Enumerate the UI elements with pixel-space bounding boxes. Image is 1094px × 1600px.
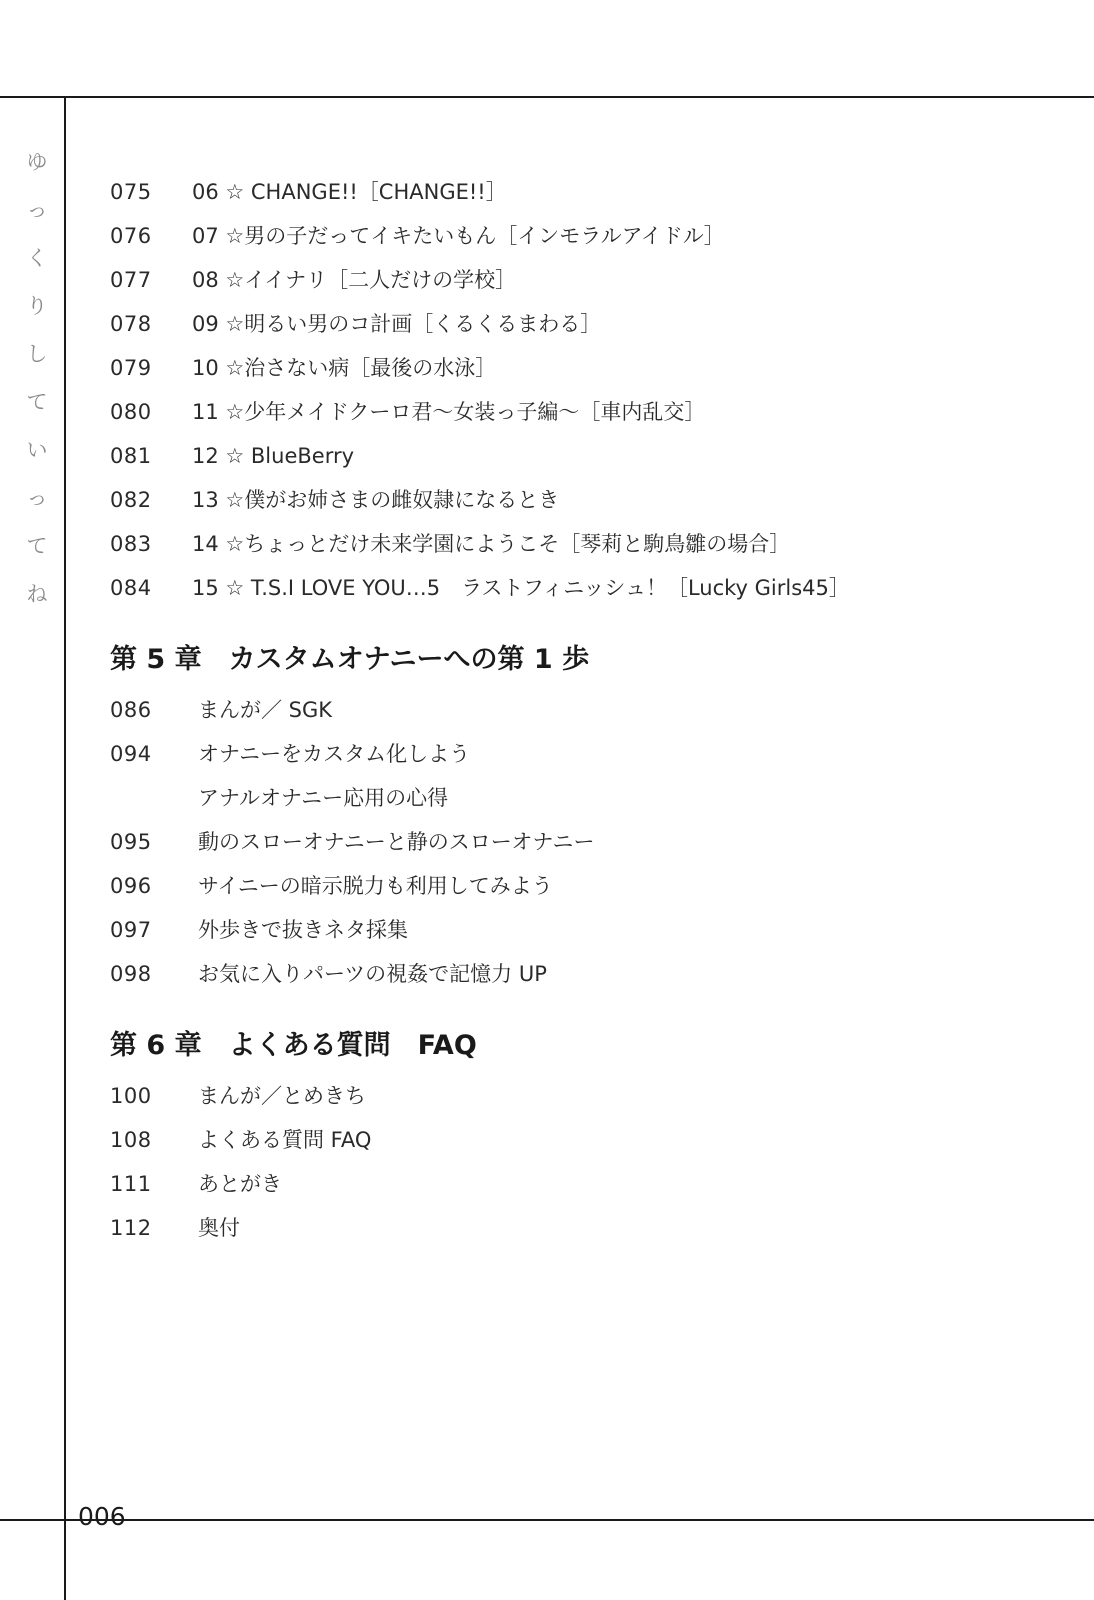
toc-title: 11 ☆少年メイドクーロ君〜女装っ子編〜［車内乱交］ (192, 400, 706, 424)
toc-entry (110, 214, 1050, 258)
toc-page-number: 081 (110, 444, 152, 468)
side-char: て (26, 534, 48, 558)
side-char: っ (26, 198, 48, 222)
toc-page-number: 112 (110, 1216, 152, 1240)
toc-entry (110, 688, 1050, 732)
side-char: っ (26, 486, 48, 510)
toc-title: 07 ☆男の子だってイキたいもん［インモラルアイドル］ (192, 224, 725, 248)
toc-entry (110, 302, 1050, 346)
toc-entry (110, 776, 1050, 820)
table-of-contents (110, 170, 1050, 1250)
toc-title: 13 ☆僕がお姉さまの雌奴隷になるとき (192, 488, 560, 512)
toc-entry (110, 566, 1050, 610)
toc-page-number: 084 (110, 576, 152, 600)
toc-page-number: 083 (110, 532, 152, 556)
toc-title: あとがき (198, 1172, 282, 1196)
toc-entry (110, 820, 1050, 864)
toc-entry (110, 1074, 1050, 1118)
toc-entry (110, 1118, 1050, 1162)
toc-title: お気に入りパーツの視姦で記憶力 UP (198, 962, 547, 986)
side-char: ゆ (26, 150, 48, 174)
toc-title: アナルオナニー応用の心得 (198, 786, 449, 810)
toc-page-number: 094 (110, 742, 152, 766)
toc-entry (110, 908, 1050, 952)
toc-page-number: 086 (110, 698, 152, 722)
toc-entry (110, 952, 1050, 996)
bottom-rule (0, 1519, 1094, 1521)
toc-page-number: 075 (110, 180, 152, 204)
margin-rule (64, 96, 66, 1600)
toc-page-number: 108 (110, 1128, 152, 1152)
toc-page-number: 078 (110, 312, 152, 336)
toc-entry (110, 346, 1050, 390)
side-char: い (26, 438, 48, 462)
toc-title: 10 ☆治さない病［最後の水泳］ (192, 356, 497, 380)
toc-page-number: 077 (110, 268, 152, 292)
toc-entry (110, 390, 1050, 434)
toc-page-number: 097 (110, 918, 152, 942)
toc-title: まんが／ SGK (198, 698, 333, 722)
toc-page-number: 111 (110, 1172, 152, 1196)
toc-page-number: 098 (110, 962, 152, 986)
page-number: 006 (78, 1502, 126, 1531)
side-char: て (26, 390, 48, 414)
chapter-heading: 第 5 章 カスタムオナニーへの第 1 歩 (110, 644, 590, 675)
toc-entry (110, 478, 1050, 522)
toc-page-number: 096 (110, 874, 152, 898)
toc-title: サイニーの暗示脱力も利用してみよう (198, 874, 553, 898)
side-vertical-text (24, 150, 50, 630)
toc-page-number: 095 (110, 830, 152, 854)
toc-title: オナニーをカスタム化しよう (198, 742, 471, 766)
toc-title: 08 ☆イイナリ［二人だけの学校］ (192, 268, 517, 292)
toc-title: 06 ☆ CHANGE!!［CHANGE!!］ (192, 180, 507, 204)
toc-page-number: 100 (110, 1084, 152, 1108)
chapter-heading: 第 6 章 よくある質問 FAQ (110, 1030, 477, 1061)
side-char: し (26, 342, 48, 366)
toc-title: 15 ☆ T.S.I LOVE YOU…5 ラストフィニッシュ！［Lucky Girls45］ (192, 576, 850, 600)
toc-title: 動のスローオナニーと静のスローオナニー (198, 830, 595, 854)
toc-page-number: 080 (110, 400, 152, 424)
toc-title: まんが／とめきち (198, 1084, 366, 1108)
toc-page-number: 079 (110, 356, 152, 380)
toc-title: 奥付 (198, 1216, 240, 1240)
toc-title: 09 ☆明るい男のコ計画［くるくるまわる］ (192, 312, 602, 336)
side-char: り (26, 294, 48, 318)
toc-entry (110, 732, 1050, 776)
toc-entry (110, 434, 1050, 478)
toc-entry (110, 522, 1050, 566)
toc-entry (110, 258, 1050, 302)
toc-entry (110, 864, 1050, 908)
toc-entry (110, 170, 1050, 214)
toc-page-number: 076 (110, 224, 152, 248)
toc-entry (110, 1162, 1050, 1206)
side-char: く (26, 246, 48, 270)
side-char: ね (26, 582, 48, 606)
top-rule (0, 96, 1094, 98)
toc-title: 12 ☆ BlueBerry (192, 444, 355, 468)
toc-title: よくある質問 FAQ (198, 1128, 372, 1152)
toc-entry (110, 1206, 1050, 1250)
toc-title: 外歩きで抜きネタ採集 (198, 918, 408, 942)
toc-page-number: 082 (110, 488, 152, 512)
toc-title: 14 ☆ちょっとだけ未来学園にようこそ［琴莉と駒鳥雛の場合］ (192, 532, 791, 556)
